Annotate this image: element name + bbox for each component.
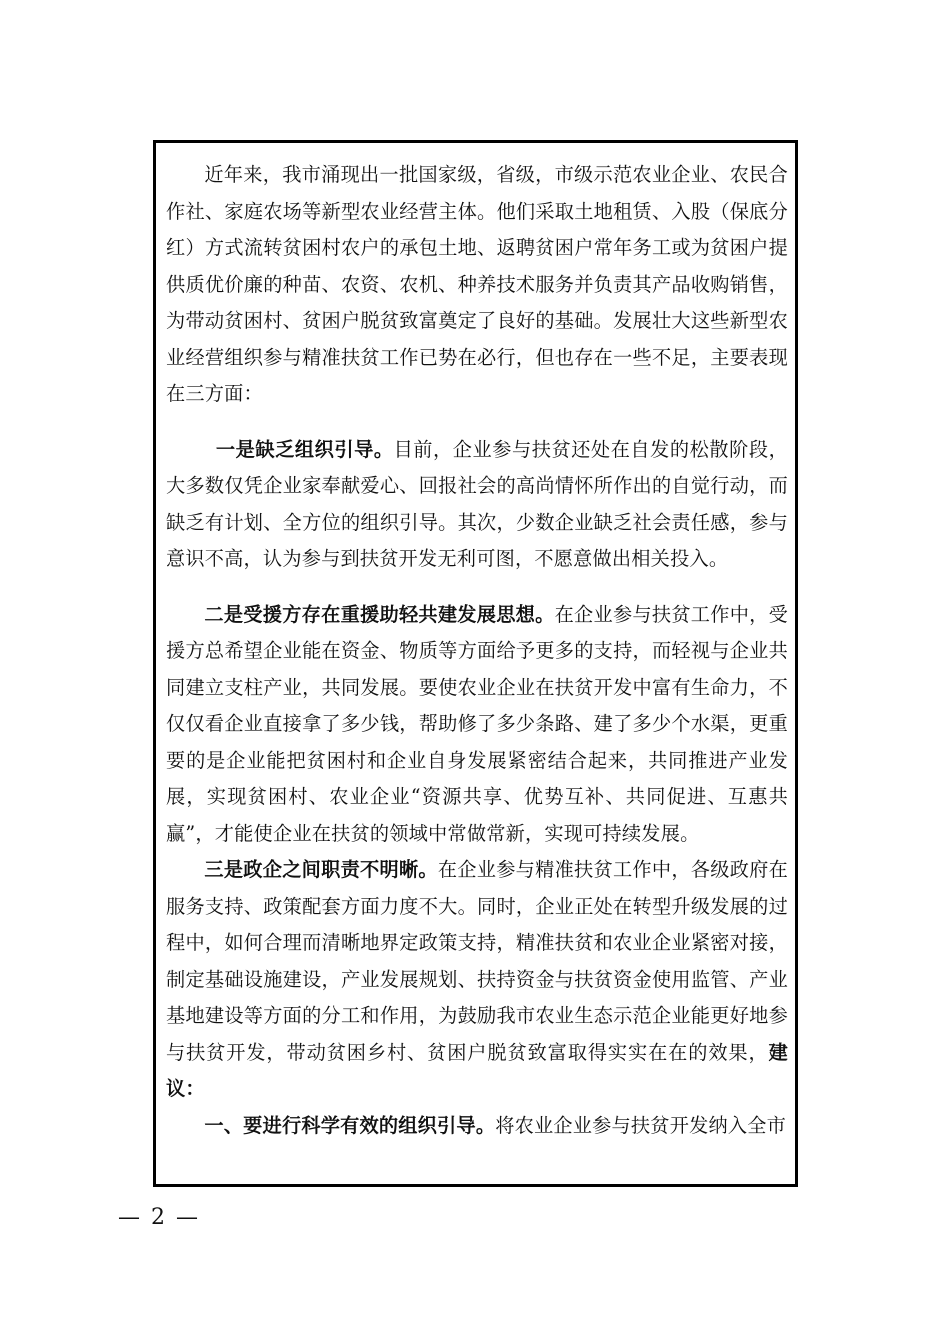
suggestion-label: 建议： [166, 1040, 788, 1100]
point-heading: 一是缺乏组织引导。 [215, 437, 394, 461]
point-heading: 二是受援方存在重援助轻共建发展思想。 [204, 602, 555, 626]
paragraph-text: 在企业参与扶贫工作中，受援方总希望企业能在资金、物质等方面给予更多的支持，而轻视与企业共同建立支柱产业，共同发展。要使农业企业在扶贫开发中富有生命力，不仅仅看企业直接拿了多少钱，帮助修了多少条路、建了多少个水渠，更重要的是企业能把贫困村和企业自身发展紧密结合起来，共同推进产业发展，实现贫困村、农业企业“资源共享、优势互补、共同促进、互惠共赢”，才能使企业在扶贫的领域中常做常新，实现可持续发展。 [166, 602, 788, 845]
paragraph-text: 目前，企业参与扶贫还处在自发的松散阶段，大多数仅凭企业家奉献爱心、回报社会的高尚情怀所作出的自觉行动，而缺乏有计划、全方位的组织引导。其次，少数企业缺乏社会责任感，参与意识不高，认为参与到扶贫开发无利可图，不愿意做出相关投入。 [166, 437, 788, 570]
paragraph-point-3 [166, 852, 788, 1108]
paragraph-suggestion-1 [166, 1108, 788, 1145]
paragraph-text: 在企业参与精准扶贫工作中，各级政府在服务支持、政策配套方面力度不大。同时，企业正处在转型升级发展的过程中，如何合理而清晰地界定政策支持，精准扶贫和农业企业紧密对接，制定基础设施建设，产业发展规划、扶持资金与扶贫资金使用监管、产业基地建设等方面的分工和作用，为鼓励我市农业生态示范企业能更好地参与扶贫开发，带动贫困乡村、贫困户脱贫致富取得实实在在的效果， [166, 858, 788, 1064]
point-heading: 三是政企之间职责不明晰。 [204, 858, 438, 881]
paragraph-text: 将农业企业参与扶贫开发纳入全市 [495, 1113, 787, 1137]
paragraph-intro [166, 157, 788, 413]
paragraph-text: 近年来，我市涌现出一批国家级，省级，市级示范农业企业、农民合作社、家庭农场等新型农业经营主体。他们采取土地租赁、入股（保底分红）方式流转贫困村农户的承包土地、返聘贫困户常年务工或为贫困户提供质优价廉的种苗、农资、农机、种养技术服务并负责其产品收购销售，为带动贫困村、贫困户脱贫致富奠定了良好的基础。发展壮大这些新型农业经营组织参与精准扶贫工作已势在必行，但也存在一些不足，主要表现在三方面： [166, 163, 788, 405]
suggestion-heading: 一、要进行科学有效的组织引导。 [204, 1113, 496, 1137]
paragraph-point-1 [166, 432, 788, 578]
page-number: — 2 — [118, 1205, 200, 1230]
document-body [166, 157, 788, 1144]
paragraph-point-2 [166, 597, 788, 853]
document-frame [153, 140, 798, 1187]
